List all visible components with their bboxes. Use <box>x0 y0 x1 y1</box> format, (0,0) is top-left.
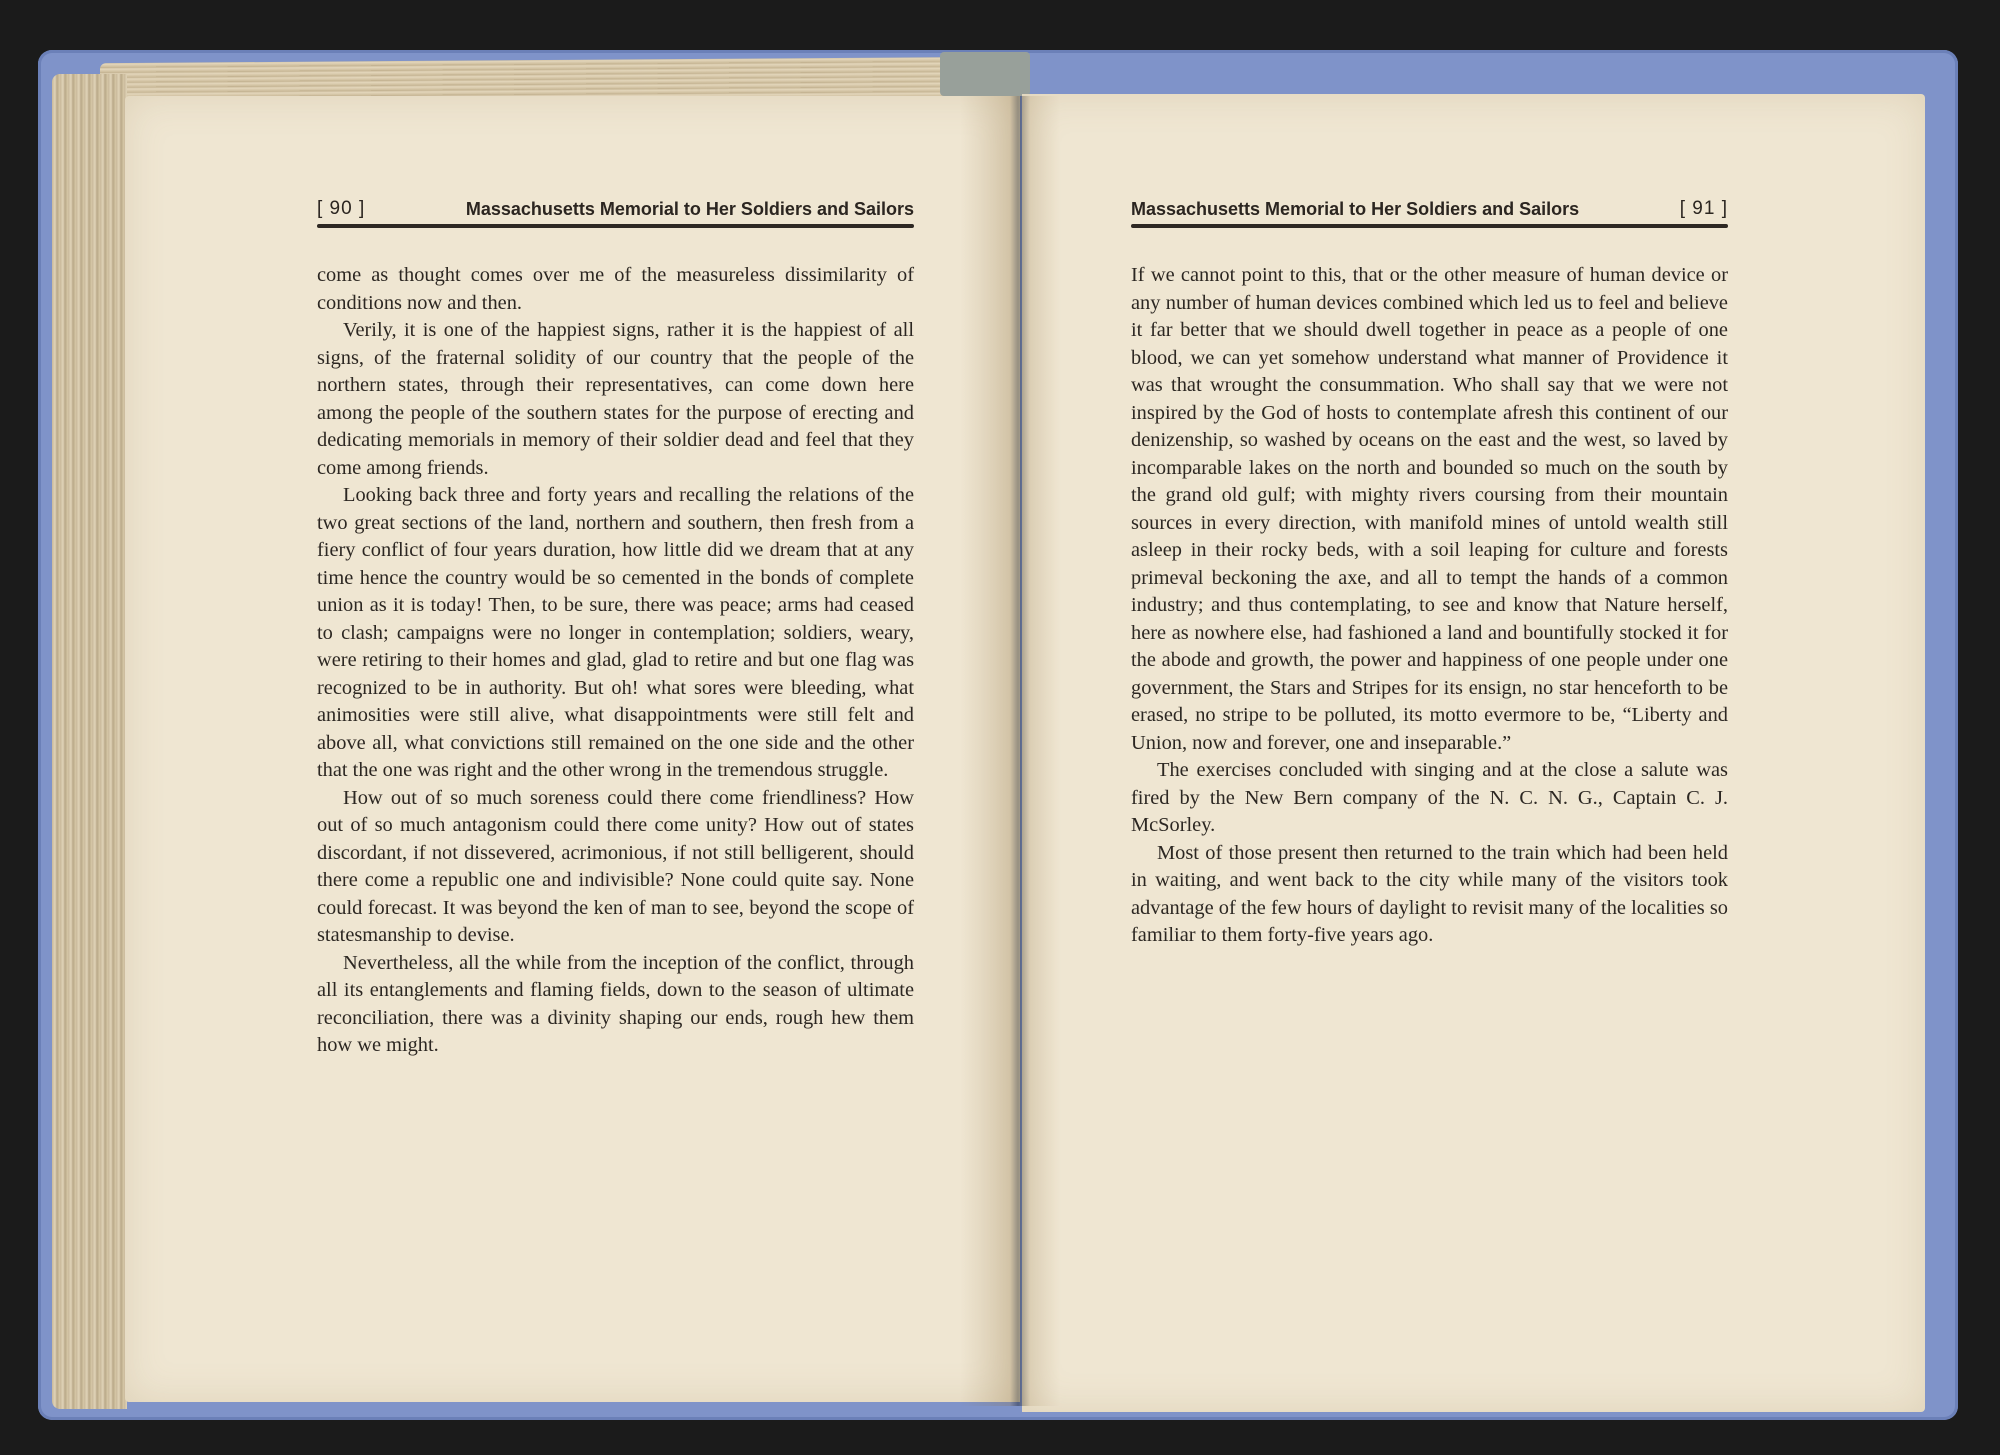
paragraph: Nevertheless, all the while from the inception of the conflict, through all its entanglements and flaming fields, down to the season of ultimate reconciliation, there was a divinity shaping our ends, rough hew them how we might. <box>317 951 914 1056</box>
left-running-title: Massachusetts Memorial to Her Soldiers and Sailors <box>465 199 914 219</box>
left-header-rule <box>317 224 914 228</box>
page-block-side-edge <box>52 74 127 1409</box>
right-running-head <box>1131 190 1728 220</box>
left-page-number: [ 90 ] <box>317 198 366 219</box>
book-gutter <box>960 96 1060 1406</box>
paragraph: How out of so much soreness could there come friendliness? How out of so much antagonism could there come unity? How out of states discordant, if not dissevered, acrimonious, if not still belligerent, should there come a republic one and indivisible? None could quite say. None could forecast. It was beyond the ken of man to see, beyond the scope of statesmanship to devise. <box>317 786 914 946</box>
right-page-body <box>1131 262 1728 950</box>
paragraph: The exercises concluded with singing and at the close a salute was fired by the New Bern company of the N. C. N. G., Captain C. J. McSorley. <box>1131 759 1728 836</box>
left-running-head <box>317 190 914 220</box>
right-running-title: Massachusetts Memorial to Her Soldiers and Sailors <box>1131 199 1580 219</box>
paragraph: Looking back three and forty years and recalling the relations of the two great sections of the land, northern and southern, then fresh from a fiery conflict of four years duration, how little did we dream that at any time hence the country would be so cemented in the bonds of complete union as it is today! Then, to be sure, there was peace; arms had ceased to clash; campaigns were no longer in contemplation; soldiers, weary, were retiring to their homes and glad, glad to retire and but one flag was recognized to be in authority. But oh! what sores were bleeding, what animosities were still alive, what disappointments were still felt and above all, what convictions still remained on the one side and the other that the one was right and the other wrong in the tremendous struggle. <box>317 484 914 781</box>
paragraph: If we cannot point to this, that or the other measure of human device or any number of human devices combined which led us to feel and believe it far better that we should dwell together in peace as a people of one blood, we can yet somehow understand what manner of Providence it was that wrought the consummation. Who shall say that we were not inspired by the God of hosts to contemplate afresh this continent of our denizenship, so washed by oceans on the east and the west, so laved by incomparable lakes on the north and bounded so much on the south by the grand old gulf; with mighty rivers coursing from their mountain sources in every direction, with manifold mines of untold wealth still asleep in their rocky beds, with a soil leaping for culture and forests primeval beckoning the axe, and all to tempt the hands of a common industry; and thus contemplating, to see and know that Nature herself, here as nowhere else, had fashioned a land and bountifully stocked it for the abode and growth, the power and happiness of one people under one government, the Stars and Stripes for its ensign, no star henceforth to be erased, no stripe to be polluted, its motto evermore to be, “Liberty and Union, now and forever, one and inseparable.” <box>1131 264 1728 754</box>
paragraph: come as thought comes over me of the measureless dissimilarity of conditions now and then. <box>317 264 914 314</box>
paragraph: Verily, it is one of the happiest signs, rather it is the happiest of all signs, of the fraternal solidity of our country that the people of the northern states, through their representatives, can come down here among the people of the southern states for the purpose of erecting and dedicating memorials in memory of their soldier dead and feel that they come among friends. <box>317 319 914 479</box>
paragraph: Most of those present then returned to the train which had been held in waiting, and went back to the city while many of the visitors took advantage of the few hours of daylight to revisit many of the localities so familiar to them forty-five years ago. <box>1131 841 1728 946</box>
right-page-number: [ 91 ] <box>1679 198 1728 219</box>
left-page-body <box>317 262 914 1060</box>
right-header-rule <box>1131 224 1728 228</box>
spine-headband <box>940 52 1030 96</box>
